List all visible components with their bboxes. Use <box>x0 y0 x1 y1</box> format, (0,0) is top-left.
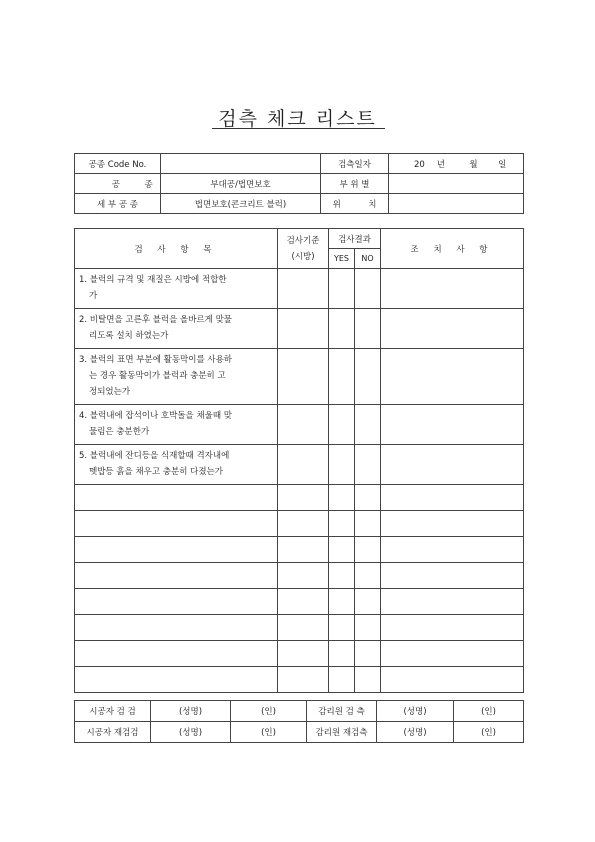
no-cell[interactable] <box>355 615 381 641</box>
criteria-cell[interactable] <box>278 641 329 667</box>
yes-cell[interactable] <box>329 589 355 615</box>
header-no: NO <box>355 249 381 269</box>
table-row <box>75 269 524 309</box>
action-cell[interactable] <box>381 405 524 445</box>
empty-row <box>75 641 524 667</box>
no-cell[interactable] <box>355 405 381 445</box>
item-cell[interactable] <box>75 485 278 511</box>
supervisor-inspect-label: 감리원 검 측 <box>307 701 377 722</box>
supervisor-reinspect-seal[interactable]: (인) <box>454 722 524 743</box>
criteria-cell[interactable] <box>278 445 329 485</box>
contractor-inspect-name[interactable]: (성명) <box>151 701 231 722</box>
date-year: 20 <box>414 159 425 170</box>
no-cell[interactable] <box>355 667 381 693</box>
sub-work-label: 세 부 공 종 <box>75 194 161 214</box>
no-cell[interactable] <box>355 269 381 309</box>
sub-work-value[interactable]: 법면보호(콘크리트 블럭) <box>161 194 321 214</box>
item-cell[interactable] <box>75 563 278 589</box>
no-cell[interactable] <box>355 589 381 615</box>
yes-cell[interactable] <box>329 445 355 485</box>
action-cell[interactable] <box>381 641 524 667</box>
action-cell[interactable] <box>381 309 524 349</box>
yes-cell[interactable] <box>329 537 355 563</box>
header-items: 검 사 항 목 <box>75 229 278 269</box>
inspect-date-value[interactable] <box>389 154 524 174</box>
action-cell[interactable] <box>381 615 524 641</box>
supervisor-inspect-seal[interactable]: (인) <box>454 701 524 722</box>
info-row-code <box>75 154 524 174</box>
info-table <box>74 153 524 214</box>
action-cell[interactable] <box>381 589 524 615</box>
empty-row <box>75 485 524 511</box>
empty-row <box>75 615 524 641</box>
criteria-cell[interactable] <box>278 349 329 405</box>
checklist-table <box>74 228 524 693</box>
no-cell[interactable] <box>355 511 381 537</box>
criteria-cell[interactable] <box>278 269 329 309</box>
yes-cell[interactable] <box>329 485 355 511</box>
criteria-cell[interactable] <box>278 511 329 537</box>
action-cell[interactable] <box>381 269 524 309</box>
contractor-reinspect-name[interactable]: (성명) <box>151 722 231 743</box>
no-cell[interactable] <box>355 485 381 511</box>
contractor-inspect-label: 시공자 검 검 <box>75 701 151 722</box>
table-row <box>75 349 524 405</box>
empty-row <box>75 589 524 615</box>
criteria-cell[interactable] <box>278 563 329 589</box>
supervisor-reinspect-name[interactable]: (성명) <box>377 722 454 743</box>
date-month-unit: 월 <box>469 159 478 170</box>
item-cell[interactable] <box>75 537 278 563</box>
item-cell[interactable] <box>75 511 278 537</box>
no-cell[interactable] <box>355 563 381 589</box>
date-year-unit: 년 <box>436 159 445 170</box>
work-type-value[interactable]: 부대공/법면보호 <box>161 174 321 194</box>
criteria-cell[interactable] <box>278 615 329 641</box>
info-row-worktype <box>75 174 524 194</box>
empty-row <box>75 563 524 589</box>
work-code-value[interactable] <box>161 154 321 174</box>
criteria-cell[interactable] <box>278 537 329 563</box>
inspect-date-label: 검측일자 <box>321 154 389 174</box>
yes-cell[interactable] <box>329 405 355 445</box>
supervisor-inspect-name[interactable]: (성명) <box>377 701 454 722</box>
criteria-cell[interactable] <box>278 405 329 445</box>
signature-table <box>74 700 524 743</box>
criteria-cell[interactable] <box>278 309 329 349</box>
yes-cell[interactable] <box>329 615 355 641</box>
signature-row-2 <box>75 722 524 743</box>
checklist-header-row-1 <box>75 229 524 249</box>
work-code-label: 공종 Code No. <box>75 154 161 174</box>
location-part-label: 부 위 별 <box>321 174 389 194</box>
empty-row <box>75 511 524 537</box>
work-type-label: 공 종 <box>75 174 161 194</box>
check-item-4: 4. 블럭내에 잡석이나 호박돌을 채울때 맞 물림은 충분한가 <box>75 405 278 445</box>
action-cell[interactable] <box>381 667 524 693</box>
check-item-2: 2. 비탈면을 고른후 블럭을 올바르게 맞물 리도록 설치 하였는가 <box>75 309 278 349</box>
table-row <box>75 445 524 485</box>
action-cell[interactable] <box>381 537 524 563</box>
position-value[interactable] <box>389 194 524 214</box>
header-action: 조 치 사 항 <box>381 229 524 269</box>
action-cell[interactable] <box>381 445 524 485</box>
empty-row <box>75 667 524 693</box>
yes-cell[interactable] <box>329 641 355 667</box>
no-cell[interactable] <box>355 445 381 485</box>
location-part-value[interactable] <box>389 174 524 194</box>
action-cell[interactable] <box>381 485 524 511</box>
empty-row <box>75 537 524 563</box>
yes-cell[interactable] <box>329 511 355 537</box>
item-cell[interactable] <box>75 667 278 693</box>
header-result: 검사결과 <box>329 229 381 249</box>
contractor-reinspect-label: 시공자 재검검 <box>75 722 151 743</box>
page-title: 검측 체크 리스트 <box>218 108 377 130</box>
check-item-3: 3. 블럭의 표면 부분에 활동막이를 사용하 는 경우 활동막이가 블럭과 충분히 고 정되었는가 <box>75 349 278 405</box>
item-cell[interactable] <box>75 641 278 667</box>
table-row <box>75 405 524 445</box>
action-cell[interactable] <box>381 511 524 537</box>
check-item-5: 5. 블럭내에 잔디등을 식재할때 격자내에 뗏밥등 흙을 채우고 충분히 다졌는가 <box>75 445 278 485</box>
date-day-unit: 일 <box>498 159 507 170</box>
no-cell[interactable] <box>355 537 381 563</box>
table-row <box>75 309 524 349</box>
criteria-cell[interactable] <box>278 667 329 693</box>
supervisor-reinspect-label: 감리원 재검측 <box>307 722 377 743</box>
yes-cell[interactable] <box>329 349 355 405</box>
position-label: 위 치 <box>321 194 389 214</box>
criteria-cell[interactable] <box>278 589 329 615</box>
action-cell[interactable] <box>381 349 524 405</box>
yes-cell[interactable] <box>329 269 355 309</box>
contractor-inspect-seal[interactable]: (인) <box>231 701 307 722</box>
header-yes: YES <box>329 249 355 269</box>
item-cell[interactable] <box>75 615 278 641</box>
title-underline <box>212 128 385 129</box>
criteria-cell[interactable] <box>278 485 329 511</box>
no-cell[interactable] <box>355 349 381 405</box>
info-row-subwork <box>75 194 524 214</box>
item-cell[interactable] <box>75 589 278 615</box>
yes-cell[interactable] <box>329 309 355 349</box>
no-cell[interactable] <box>355 309 381 349</box>
no-cell[interactable] <box>355 641 381 667</box>
yes-cell[interactable] <box>329 563 355 589</box>
yes-cell[interactable] <box>329 667 355 693</box>
check-item-1: 1. 블럭의 규격 및 재질은 시방에 적합한 가 <box>75 269 278 309</box>
action-cell[interactable] <box>381 563 524 589</box>
header-criteria: 검사기준 (시방) <box>278 229 329 269</box>
signature-row-1 <box>75 701 524 722</box>
contractor-reinspect-seal[interactable]: (인) <box>231 722 307 743</box>
